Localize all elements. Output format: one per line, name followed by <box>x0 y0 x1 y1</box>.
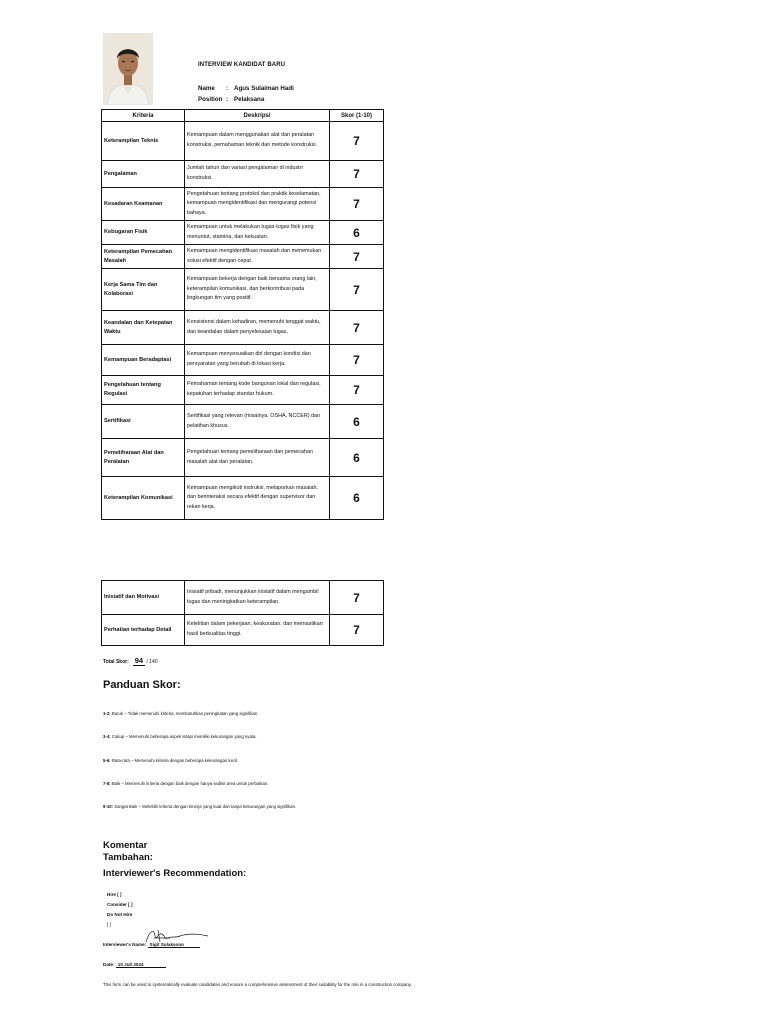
total-score <box>103 656 158 666</box>
guide-range: 9-10: <box>103 804 114 809</box>
deskripsi-cell: Kemampuan menyesuaikan diri dengan kondisi dan persyaratan yang berubah di lokasi kerja. <box>185 345 330 376</box>
guide-range: 1-2: <box>103 711 111 716</box>
name-label: Name <box>198 85 215 92</box>
footer-note: This form can be used to systematically evaluate candidates and ensure a comprehensive assessment of their suitability for the role in a construction company. <box>103 982 412 987</box>
col-header-deskripsi: Deskripsi <box>185 110 330 122</box>
guide-text: Rata-rata – Memenuhi kriteria dengan beberapa kekurangan kecil. <box>111 758 239 763</box>
skor-cell: 7 <box>330 311 384 345</box>
table-row <box>102 439 384 477</box>
guide-item <box>103 803 333 811</box>
kriteria-cell: Pengalaman <box>102 161 185 188</box>
guide-range: 5-6: <box>103 758 111 763</box>
table-row <box>102 581 384 615</box>
kriteria-cell: Keterampilan Teknis <box>102 122 185 161</box>
table-row <box>102 161 384 188</box>
date-label: Date: <box>103 962 115 967</box>
kriteria-cell: Perhatian terhadap Detail <box>102 615 185 646</box>
skor-cell: 7 <box>330 122 384 161</box>
table-row <box>102 221 384 245</box>
deskripsi-cell: Inisiatif pribadi, menunjukkan inisiatif dalam mengambil tugas dan meningkatkan keterampilan. <box>185 581 330 615</box>
deskripsi-cell: Pemahaman tentang kode bangunan lokal dan regulasi, kepatuhan terhadap standar hukum. <box>185 376 330 405</box>
interviewer-name-value: Sigit Sulaksono <box>148 942 200 948</box>
skor-cell: 7 <box>330 188 384 221</box>
candidate-name: Agus Sulaiman Hadi <box>234 85 294 92</box>
skor-cell: 7 <box>330 345 384 376</box>
table-row <box>102 345 384 376</box>
total-score-label: Total Skor: <box>103 659 129 665</box>
kriteria-cell: Kerja Sama Tim dan Kolaborasi <box>102 269 185 311</box>
guide-text: Baik – Memenuhi kriteria dengan baik dengan hanya sedikit area untuk perbaikan. <box>111 781 269 786</box>
comments-title-line1: Komentar <box>103 840 148 851</box>
deskripsi-cell: Ketelitian dalam pekerjaan, keakuratan, dan memastikan hasil berkualitas tinggi. <box>185 615 330 646</box>
interviewer-name-label: Interviewer's Name: <box>103 942 147 947</box>
do-not-hire-checkbox[interactable]: [ ] <box>107 922 111 927</box>
table-row <box>102 405 384 439</box>
total-score-max: / 140 <box>146 659 158 665</box>
deskripsi-cell: Kemampuan bekerja dengan baik bersama orang lain, keterampilan komunikasi, dan berkontribusi pada lingkungan tim yang positif. <box>185 269 330 311</box>
kriteria-cell: Kesadaran Keamanan <box>102 188 185 221</box>
skor-cell: 7 <box>330 376 384 405</box>
skor-cell: 7 <box>330 161 384 188</box>
kriteria-cell: Pemeliharaan Alat dan Peralatan <box>102 439 185 477</box>
deskripsi-cell: Sertifikasi yang relevan (misalnya, OSHA, NCCER) dan pelatihan khusus. <box>185 405 330 439</box>
table-row <box>102 188 384 221</box>
skor-cell: 6 <box>330 405 384 439</box>
deskripsi-cell: Kemampuan dalam menggunakan alat dan peralatan konstruksi, pemahaman teknik dan metode konstruksi. <box>185 122 330 161</box>
guide-text: Buruk – Tidak memenuhi kriteria, membutuhkan peningkatan yang signifikan. <box>111 711 259 716</box>
criteria-table <box>101 109 384 520</box>
kriteria-cell: Keandalan dan Ketepatan Waktu <box>102 311 185 345</box>
table-row <box>102 615 384 646</box>
guide-item <box>103 733 333 741</box>
kriteria-cell: Pengetahuan tentang Regulasi <box>102 376 185 405</box>
date-row <box>103 962 166 967</box>
deskripsi-cell: Kemampuan mengidentifikasi masalah dan menemukan solusi efektif dengan cepat. <box>185 245 330 269</box>
skor-cell: 6 <box>330 439 384 477</box>
skor-cell: 7 <box>330 615 384 646</box>
kriteria-cell: Inisiatif dan Motivasi <box>102 581 185 615</box>
kriteria-cell: Kemampuan Beradaptasi <box>102 345 185 376</box>
criteria-table-continued <box>101 580 384 646</box>
skor-cell: 7 <box>330 581 384 615</box>
form-title: INTERVIEW KANDIDAT BARU <box>198 62 286 68</box>
deskripsi-cell: Pengetahuan tentang protokol dan praktik keselamatan, kemampuan mengidentifikasi dan mengurangi potensi bahaya. <box>185 188 330 221</box>
table-row <box>102 311 384 345</box>
candidate-photo <box>103 33 153 105</box>
date-value: 10 Juli 2024 <box>116 962 166 968</box>
skor-cell: 6 <box>330 221 384 245</box>
comments-title-line2: Tambahan: <box>103 852 153 863</box>
position-separator: : <box>226 96 229 103</box>
kriteria-cell: Sertifikasi <box>102 405 185 439</box>
do-not-hire-label: Do Not Hire <box>107 912 133 917</box>
table-row <box>102 269 384 311</box>
guide-text: Sangat Baik – Melebihi kriteria dengan kinerja yang kuat dan tanpa kekurangan yang signifikan. <box>114 804 297 809</box>
total-score-value: 94 <box>134 656 144 665</box>
table-row <box>102 477 384 520</box>
skor-cell: 7 <box>330 245 384 269</box>
guide-range: 7-8: <box>103 781 111 786</box>
col-header-skor: Skor (1-10) <box>330 110 384 122</box>
deskripsi-cell: Jumlah tahun dan variasi pengalaman di industri konstruksi. <box>185 161 330 188</box>
candidate-name-row <box>198 85 294 92</box>
recommendation-title: Interviewer's Recommendation: <box>103 868 247 879</box>
guide-item <box>103 710 333 718</box>
hire-checkbox[interactable]: Hire [ ] <box>107 892 122 897</box>
skor-cell: 6 <box>330 477 384 520</box>
consider-checkbox[interactable]: Consider [ ] <box>107 902 133 907</box>
position-label: Position <box>198 96 223 103</box>
score-guide-title: Panduan Skor: <box>103 679 181 691</box>
guide-item <box>103 757 333 765</box>
deskripsi-cell: Kemampuan untuk melakukan tugas-tugas fisik yang menuntut, stamina, dan kekuatan. <box>185 221 330 245</box>
kriteria-cell: Keterampilan Pemecahan Masalah <box>102 245 185 269</box>
deskripsi-cell: Konsistensi dalam kehadiran, memenuhi tenggat waktu, dan keandalan dalam penyelesaian tugas. <box>185 311 330 345</box>
interviewer-name-row <box>103 942 200 947</box>
table-row <box>102 245 384 269</box>
table-row <box>102 376 384 405</box>
kriteria-cell: Kebugaran Fisik <box>102 221 185 245</box>
guide-range: 3-4: <box>103 734 111 739</box>
candidate-position: Pelaksana <box>234 96 265 103</box>
candidate-position-row <box>198 96 264 103</box>
kriteria-cell: Keterampilan Komunikasi <box>102 477 185 520</box>
deskripsi-cell: Kemampuan mengikuti instruksi, melaporkan masalah, dan berinteraksi secara efektif dengan supervisor dan rekan kerja. <box>185 477 330 520</box>
table-row <box>102 122 384 161</box>
col-header-kriteria: Kriteria <box>102 110 185 122</box>
name-separator: : <box>226 85 229 92</box>
skor-cell: 7 <box>330 269 384 311</box>
guide-text: Cukup – Memenuhi beberapa aspek tetapi memiliki kekurangan yang nyata. <box>111 734 257 739</box>
comments-title <box>103 840 153 864</box>
deskripsi-cell: Pengetahuan tentang pemeliharaan dan pemecahan masalah alat dan peralatan. <box>185 439 330 477</box>
guide-item <box>103 780 333 788</box>
